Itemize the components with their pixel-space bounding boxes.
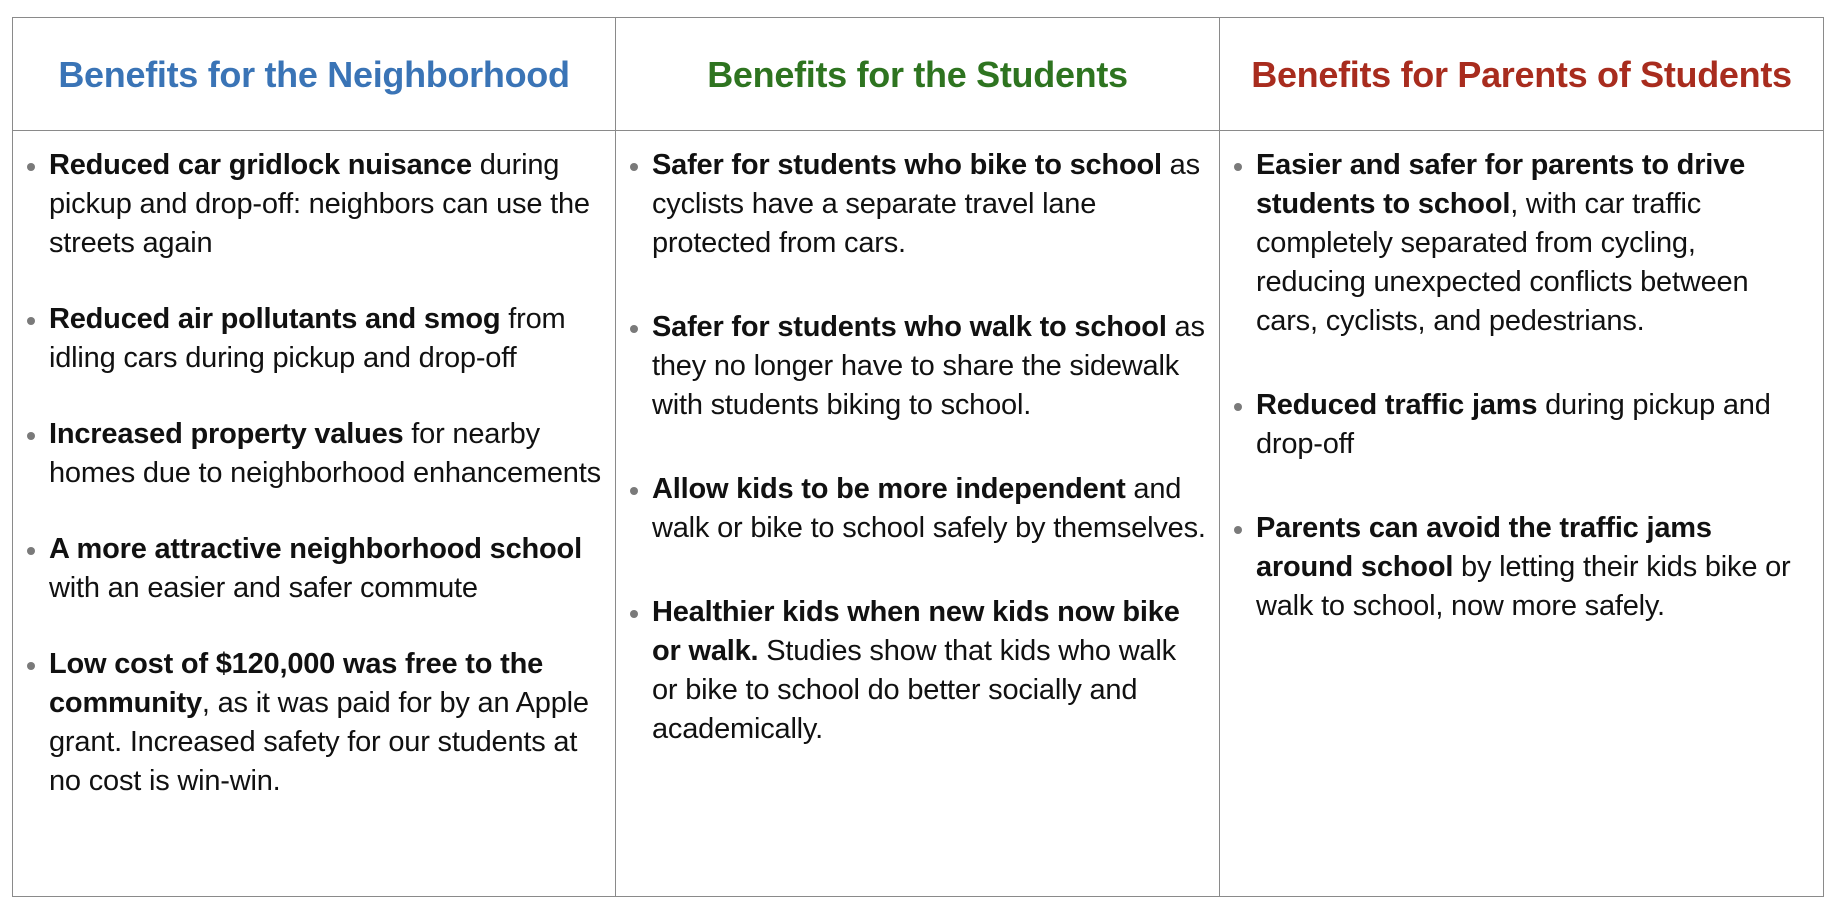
list-item [25, 415, 605, 493]
neighborhood-heading: Benefits for the Neighborhood [13, 18, 616, 131]
item-bold: Safer for students who walk to school [652, 311, 1167, 343]
item-text: as they no longer have to share the sidewalk with students biking to school. [652, 311, 1205, 421]
item-bold: Reduced traffic jams [1256, 389, 1538, 421]
item-text: for nearby homes due to neighborhood enhancements [49, 418, 601, 489]
item-bold: Reduced car gridlock nuisance [49, 149, 472, 181]
list-item [25, 146, 605, 263]
list-item [25, 300, 605, 378]
item-text: Studies show that kids who walk or bike to school do better socially and academically. [652, 635, 1176, 745]
benefits-table [12, 17, 1824, 897]
list-item [628, 146, 1209, 263]
students-column [616, 131, 1220, 896]
neighborhood-list [25, 146, 605, 801]
list-item [1232, 386, 1813, 464]
item-text: from idling cars during pickup and drop-off [49, 303, 566, 374]
students-list [628, 146, 1209, 749]
item-text: and walk or bike to school safely by themselves. [652, 473, 1206, 544]
item-text: with an easier and safer commute [49, 572, 478, 604]
parents-column [1220, 131, 1823, 896]
parents-list [1232, 146, 1813, 626]
item-text: as cyclists have a separate travel lane protected from cars. [652, 149, 1200, 259]
item-text: during pickup and drop-off [1256, 389, 1771, 460]
list-item [628, 593, 1209, 749]
list-item [628, 308, 1209, 425]
item-bold: Safer for students who bike to school [652, 149, 1162, 181]
list-item [628, 470, 1209, 548]
item-bold: Allow kids to be more independent [652, 473, 1126, 505]
item-bold: Reduced air pollutants and smog [49, 303, 501, 335]
item-bold: A more attractive neighborhood school [49, 533, 582, 565]
item-bold: Parents can avoid the traffic jams around school [1256, 512, 1712, 583]
list-item [1232, 146, 1813, 341]
item-bold: Easier and safer for parents to drive students to school [1256, 149, 1745, 220]
list-item [25, 530, 605, 608]
students-heading: Benefits for the Students [616, 18, 1220, 131]
item-text: during pickup and drop-off: neighbors can use the streets again [49, 149, 590, 259]
item-text: , as it was paid for by an Apple grant. Increased safety for our students at no cost is win-win. [49, 687, 589, 797]
neighborhood-column [13, 131, 616, 896]
item-text: by letting their kids bike or walk to school, now more safely. [1256, 551, 1791, 622]
item-text: , with car traffic completely separated from cycling, reducing unexpected conflicts between cars, cyclists, and pedestrians. [1256, 188, 1749, 337]
list-item [1232, 509, 1813, 626]
item-bold: Healthier kids when new kids now bike or walk. [652, 596, 1180, 667]
item-bold: Low cost of $120,000 was free to the community [49, 648, 544, 719]
item-bold: Increased property values [49, 418, 404, 450]
list-item [25, 645, 605, 801]
parents-heading: Benefits for Parents of Students [1220, 18, 1823, 131]
